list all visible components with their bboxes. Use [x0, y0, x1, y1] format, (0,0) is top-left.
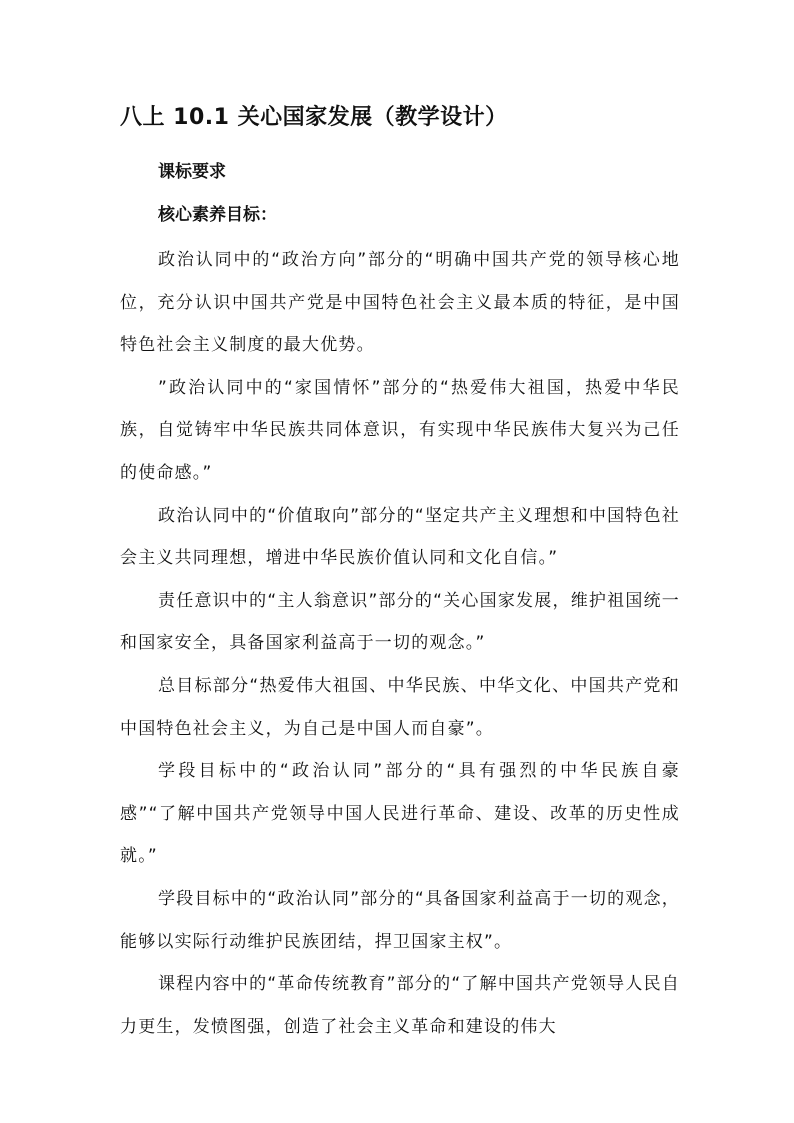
- paragraph-family-nation-feeling: ”政治认同中的“家国情怀”部分的“热爱伟大祖国，热爱中华民族，自觉铸牢中华民族共同体意识，有实现中华民族伟大复兴为己任的使命感。”: [120, 377, 680, 483]
- paragraph-political-direction: 政治认同中的“政治方向”部分的“明确中国共产党的领导核心地位，充分认识中国共产党是中国特色社会主义最本质的特征，是中国特色社会主义制度的最大优势。: [120, 250, 680, 356]
- paragraph-course-content: 课程内容中的“革命传统教育”部分的“了解中国共产党领导人民自力更生，发愤图强，创造了社会主义革命和建设的伟大: [120, 974, 680, 1037]
- paragraph-overall-goal: 总目标部分“热爱伟大祖国、中华民族、中华文化、中国共产党和中国特色社会主义，为自己是中国人而自豪”。: [120, 675, 680, 739]
- paragraph-ownership-awareness: 责任意识中的“主人翁意识”部分的“关心国家发展，维护祖国统一和国家安全，具备国家利益高于一切的观念。”: [120, 590, 680, 654]
- paragraph-stage-goal-interest: 学段目标中的“政治认同”部分的“具备国家利益高于一切的观念，能够以实际行动维护民族团结，捍卫国家主权”。: [120, 888, 680, 952]
- body-text: [120, 239, 680, 1048]
- document-title: 八上 10.1 关心国家发展（教学设计）: [120, 105, 508, 130]
- section-heading-curriculum-requirements: 课标要求: [158, 162, 226, 182]
- section-heading-core-literacy-goals: 核心素养目标：: [158, 205, 277, 225]
- paragraph-stage-goal-pride: 学段目标中的“政治认同”部分的“具有强烈的中华民族自豪感”“了解中国共产党领导中国人民进行革命、建设、改革的历史性成就。”: [120, 761, 680, 867]
- paragraph-value-orientation: 政治认同中的“价值取向”部分的“坚定共产主义理想和中国特色社会主义共同理想，增进中华民族价值认同和文化自信。”: [120, 505, 680, 569]
